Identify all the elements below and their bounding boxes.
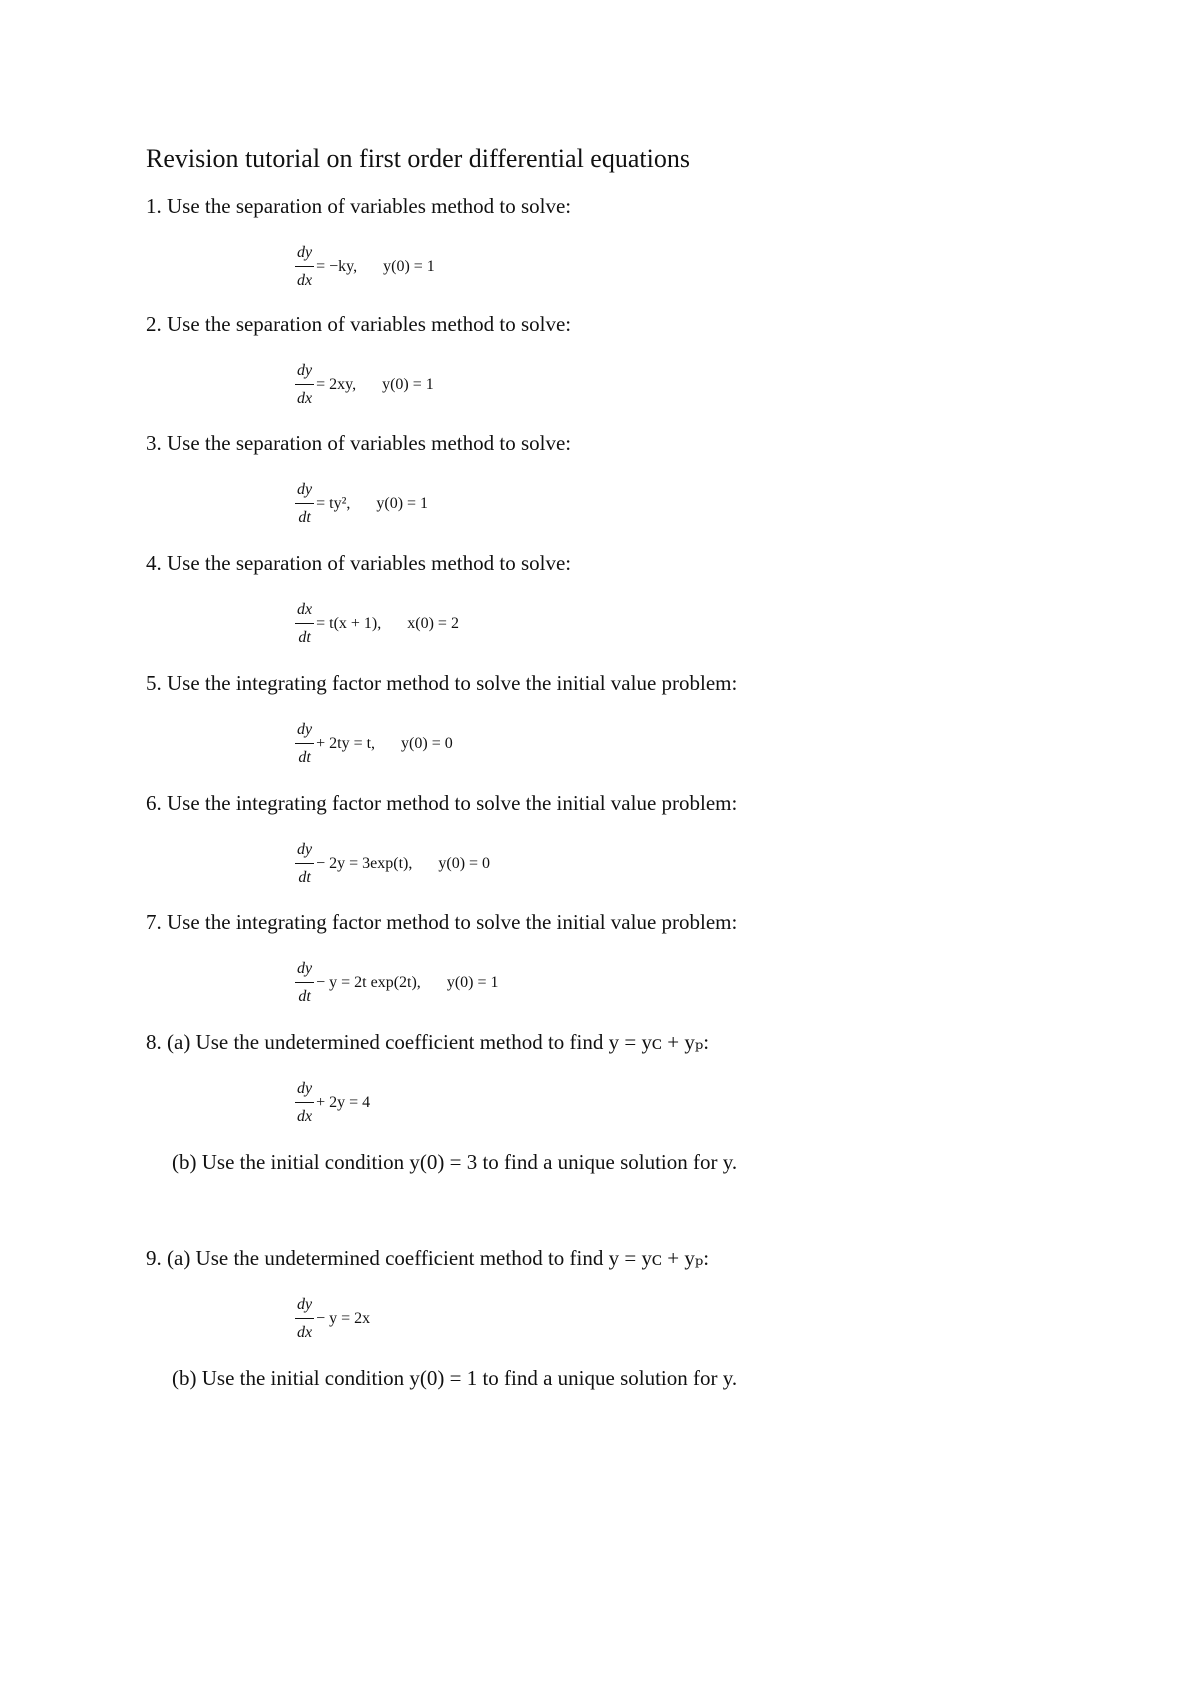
fraction-denominator: dt — [298, 988, 311, 1005]
fraction-bar — [295, 1102, 314, 1103]
question-1-text: 1. Use the separation of variables method to solve: — [146, 194, 572, 218]
derivative-fraction — [295, 600, 314, 648]
initial-condition: y(0) = 1 — [376, 495, 429, 512]
fraction-numerator: dy — [297, 960, 313, 977]
question-6-equation — [295, 834, 490, 894]
derivative-fraction — [295, 243, 314, 291]
fraction-numerator: dy — [297, 1080, 313, 1097]
question-5-equation — [295, 714, 453, 774]
fraction-denominator: dx — [297, 1324, 313, 1341]
question-6-text: 6. Use the integrating factor method to solve the initial value problem: — [146, 791, 738, 815]
question-9-text: 9. (a) Use the undetermined coefficient method to find y = yᴄ + yₚ: — [146, 1246, 710, 1270]
fraction-denominator: dx — [297, 272, 313, 289]
question-8-equation — [295, 1073, 370, 1133]
derivative-fraction — [295, 1295, 314, 1343]
initial-condition: y(0) = 0 — [438, 855, 491, 872]
question-3-equation — [295, 474, 428, 534]
fraction-bar — [295, 266, 314, 267]
fraction-bar — [295, 863, 314, 864]
question-5-text: 5. Use the integrating factor method to solve the initial value problem: — [146, 671, 738, 695]
question-8-part-b: (b) Use the initial condition y(0) = 3 to find a unique solution for y. — [172, 1150, 738, 1174]
equation-rhs: = 2xy, — [316, 376, 357, 393]
question-4-equation — [295, 594, 459, 654]
question-1-equation — [295, 237, 435, 297]
fraction-denominator: dx — [297, 390, 313, 407]
fraction-numerator: dy — [297, 481, 313, 498]
initial-condition: y(0) = 0 — [401, 735, 453, 752]
fraction-denominator: dt — [298, 509, 311, 526]
equation-rhs: + 2ty = t, — [316, 735, 376, 752]
question-9-equation — [295, 1289, 370, 1349]
fraction-numerator: dy — [297, 721, 313, 738]
derivative-fraction — [295, 1079, 314, 1127]
equation-rhs: = ty², — [316, 495, 351, 512]
equation-rhs: − y = 2x — [316, 1310, 371, 1327]
fraction-bar — [295, 1318, 314, 1319]
fraction-numerator: dy — [297, 244, 313, 261]
fraction-denominator: dt — [298, 629, 311, 646]
initial-condition: y(0) = 1 — [446, 974, 499, 991]
question-8-text: 8. (a) Use the undetermined coefficient method to find y = yᴄ + yₚ: — [146, 1030, 710, 1054]
fraction-numerator: dy — [297, 362, 313, 379]
fraction-denominator: dx — [297, 1108, 313, 1125]
question-3-text: 3. Use the separation of variables method to solve: — [146, 431, 572, 455]
fraction-numerator: dy — [297, 841, 313, 858]
question-7-equation — [295, 953, 499, 1013]
fraction-numerator: dx — [297, 601, 313, 618]
derivative-fraction — [295, 720, 314, 768]
equation-rhs: + 2y = 4 — [316, 1094, 371, 1111]
equation-rhs: = −ky, — [316, 258, 358, 275]
fraction-denominator: dt — [298, 869, 311, 886]
equation-rhs: − 2y = 3exp(t), — [316, 855, 413, 872]
question-4-text: 4. Use the separation of variables method to solve: — [146, 551, 572, 575]
derivative-fraction — [295, 361, 314, 409]
equation-rhs: = t(x + 1), — [316, 615, 382, 632]
fraction-bar — [295, 743, 314, 744]
initial-condition: x(0) = 2 — [407, 615, 459, 632]
equation-rhs: − y = 2t exp(2t), — [316, 974, 421, 991]
question-9-part-b: (b) Use the initial condition y(0) = 1 to find a unique solution for y. — [172, 1366, 738, 1390]
fraction-bar — [295, 384, 314, 385]
page-title: Revision tutorial on first order differential equations — [146, 144, 690, 173]
fraction-bar — [295, 982, 314, 983]
derivative-fraction — [295, 959, 314, 1007]
derivative-fraction — [295, 840, 314, 888]
fraction-denominator: dt — [298, 749, 311, 766]
initial-condition: y(0) = 1 — [382, 376, 434, 393]
question-7-text: 7. Use the integrating factor method to solve the initial value problem: — [146, 910, 738, 934]
question-2-text: 2. Use the separation of variables method to solve: — [146, 312, 572, 336]
question-2-equation — [295, 355, 434, 415]
fraction-bar — [295, 503, 314, 504]
fraction-bar — [295, 623, 314, 624]
derivative-fraction — [295, 480, 314, 528]
fraction-numerator: dy — [297, 1296, 313, 1313]
initial-condition: y(0) = 1 — [383, 258, 435, 275]
